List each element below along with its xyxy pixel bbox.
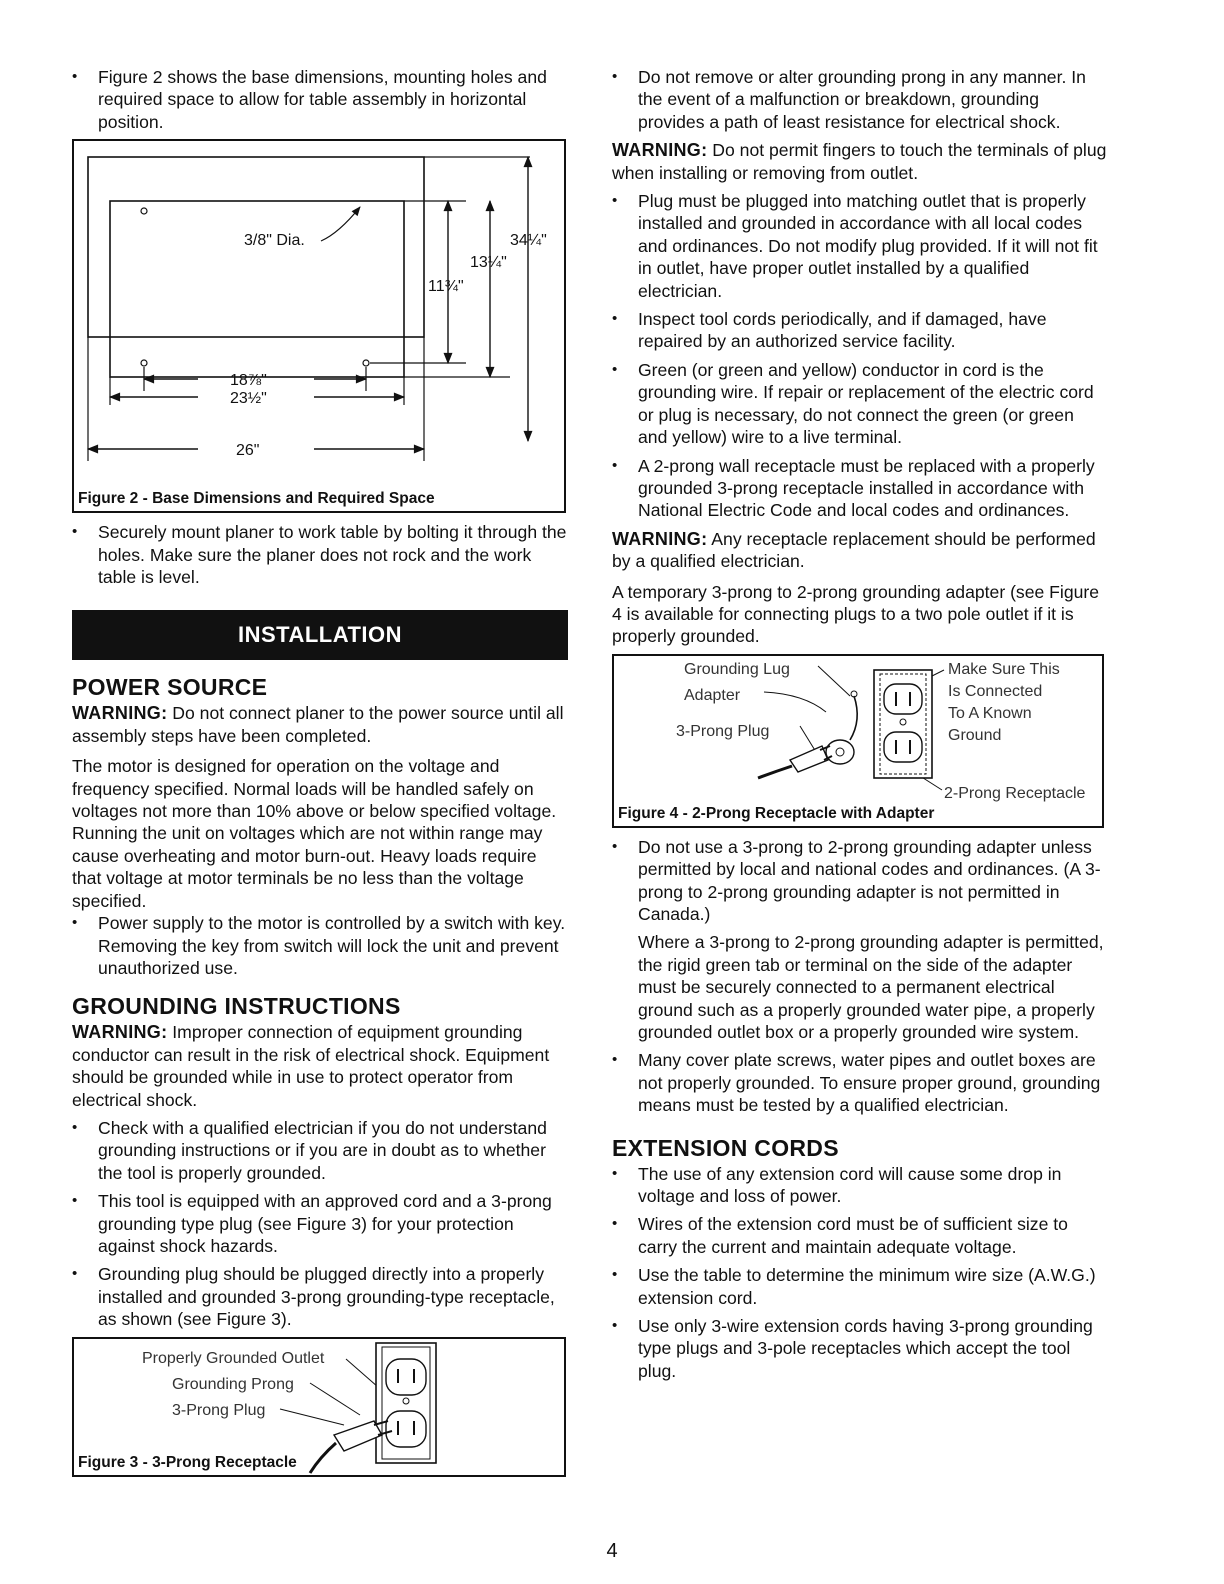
page-number: 4 xyxy=(606,1540,618,1562)
mount-bullet: • Securely mount planer to work table by bolting it through the holes. Make sure the planer does not rock and the work table is level. xyxy=(72,521,568,588)
dim-23-label: 23½" xyxy=(230,390,267,408)
figure2-caption: Figure 2 - Base Dimensions and Required Space xyxy=(78,490,435,508)
adapter-paragraph: A temporary 3-prong to 2-prong grounding adapter (see Figure 4 is available for connecting plugs to a two pole outlet if it is properly grounded. xyxy=(612,581,1100,647)
fig4-label-lug: Grounding Lug xyxy=(684,660,790,678)
warning1-text: Do not permit fingers to touch the terminals of plug when installing or removing from outlet. xyxy=(612,140,1107,183)
grounding-warning-label: WARNING: xyxy=(72,1022,168,1043)
fig4-label-adapter: Adapter xyxy=(684,686,741,704)
warning-replacement xyxy=(612,528,1108,573)
warning1-label: WARNING: xyxy=(612,140,708,161)
adapter-bullet-text: Do not use a 3-prong to 2-prong grounding adapter unless permitted by local and national codes and ordinances. (A 3-prong to 2-prong grounding adapter is not permitted in Canada.) xyxy=(638,836,1101,924)
fig3-label-outlet: Properly Grounded Outlet xyxy=(142,1349,325,1367)
power-warning xyxy=(72,702,568,747)
figure3-caption: Figure 3 - 3-Prong Receptacle xyxy=(78,1453,297,1471)
grounding-bullet: • Check with a qualified electrician if you do not understand grounding instructions or if you are in doubt as to whether the tool is properly grounded. xyxy=(72,1117,568,1184)
outlet-bullet: • Inspect tool cords periodically, and if damaged, have repaired by an authorized service facility. xyxy=(612,308,1108,353)
outlet-bullet: • A 2-prong wall receptacle must be replaced with a properly grounded 3-prong receptacle installed in accordance with National Electric Code and local codes and ordinances. xyxy=(612,455,1108,522)
screws-bullet: • Many cover plate screws, water pipes and outlet boxes are not properly grounded. To ensure proper ground, grounding means must be tested by a qualified electrician. xyxy=(612,1049,1108,1116)
grounding-bullet: • This tool is equipped with an approved cord and a 3-prong grounding type plug (see Figure 3) for your protection against shock hazards. xyxy=(72,1190,568,1257)
power-paragraph: The motor is designed for operation on the voltage and frequency specified. Normal loads will be handled safely on voltages not more than 10% above or below specified voltage. Running the unit on voltages which are not within range may cause overheating and motor burn-out. Heavy loads require that voltage at motor terminals be no less than the voltage specified. xyxy=(72,756,557,911)
fig3-label-plug: 3-Prong Plug xyxy=(172,1401,266,1419)
warning2-label: WARNING: xyxy=(612,528,708,549)
figure-3 xyxy=(72,1337,566,1477)
base-dimensions-diagram xyxy=(74,141,564,511)
dim-18-label: 18⅞" xyxy=(230,372,267,390)
grounding-warning xyxy=(72,1021,568,1111)
fig4-make-sure-1: Make Sure This xyxy=(948,660,1060,678)
two-prong-receptacle-illustration xyxy=(614,656,1102,826)
power-warning-text: Do not connect planer to the power source until all assembly steps have been completed. xyxy=(72,703,564,746)
extension-bullet: • Use only 3-wire extension cords having 3-prong grounding type plugs and 3-pole receptacles which accept the tool plug. xyxy=(612,1315,1108,1382)
figure-4 xyxy=(612,654,1104,828)
extension-bullet: • Use the table to determine the minimum wire size (A.W.G.) extension cord. xyxy=(612,1264,1108,1309)
fig4-make-sure-3: To A Known xyxy=(948,704,1032,722)
grounding-bullet: • Grounding plug should be plugged directly into a properly installed and grounded 3-prong grounding-type receptacle, as shown (see Figure 3). xyxy=(72,1263,568,1330)
adapter-bullet xyxy=(612,836,1108,1044)
two-prong-outlet-icon xyxy=(874,670,932,778)
fig4-make-sure-2: Is Connected xyxy=(948,682,1043,700)
dim-11-label: 11¾" xyxy=(428,278,464,296)
outlet-plate-icon xyxy=(376,1343,436,1463)
adapter-bullet-sub: Where a 3-prong to 2-prong grounding adapter is permitted, the rigid green tab or terminal on the side of the adapter must be securely connected to a permanent electrical ground such as a properly grounded water pipe, a properly grounded outlet box or a properly grounded wire system. xyxy=(638,932,1104,1042)
right-column xyxy=(612,66,1108,1388)
fig3-label-prong: Grounding Prong xyxy=(172,1375,294,1393)
outlet-bullet: • Plug must be plugged into matching outlet that is properly installed and grounded in accordance with all local codes and ordinances. Do not modify plug provided. If it will not fit in outlet, have proper outlet installed by a qualified electrician. xyxy=(612,190,1108,302)
fig4-receptacle: 2-Prong Receptacle xyxy=(944,784,1086,802)
figure-2 xyxy=(72,139,566,513)
fig4-label-plug: 3-Prong Plug xyxy=(676,722,770,740)
installation-banner: INSTALLATION xyxy=(72,610,568,660)
extension-bullet: • Wires of the extension cord must be of sufficient size to carry the current and maintain adequate voltage. xyxy=(612,1213,1108,1258)
grounding-warning-text: Improper connection of equipment grounding conductor can result in the risk of electrical shock. Equipment should be grounded while in use to protect operator from electrical shock. xyxy=(72,1022,550,1110)
dim-26-label: 26" xyxy=(236,442,260,460)
dim-13-label: 13¼" xyxy=(470,254,507,272)
figure4-caption: Figure 4 - 2-Prong Receptacle with Adapter xyxy=(618,804,935,822)
fig4-make-sure-4: Ground xyxy=(948,726,1002,744)
dia-label: 3/8" Dia. xyxy=(244,232,305,250)
warning2-text: Any receptacle replacement should be performed by a qualified electrician. xyxy=(612,528,1096,572)
warning-terminals xyxy=(612,139,1108,184)
grounding-heading: GROUNDING INSTRUCTIONS xyxy=(72,993,401,1020)
power-warning-label: WARNING: xyxy=(72,703,168,724)
power-switch-bullet: • Power supply to the motor is controlled by a switch with key. Removing the key from switch will lock the unit and prevent unauthorized use. xyxy=(72,912,568,979)
adapter-icon xyxy=(826,691,857,764)
prong-bullet: • Do not remove or alter grounding prong in any manner. In the event of a malfunction or breakdown, grounding provides a path of least resistance for electrical shock. xyxy=(612,66,1108,133)
left-column xyxy=(72,66,568,1485)
extension-cords-heading: EXTENSION CORDS xyxy=(612,1134,839,1161)
outlet-bullet: • Green (or green and yellow) conductor in cord is the grounding wire. If repair or replacement of the electric cord or plug is necessary, do not connect the green (or green and yellow) wire to a live terminal. xyxy=(612,359,1108,449)
three-prong-plug-icon xyxy=(758,746,832,778)
extension-bullet: • The use of any extension cord will cause some drop in voltage and loss of power. xyxy=(612,1163,1108,1208)
power-source-heading: POWER SOURCE xyxy=(72,674,268,701)
dim-34-label: 34¼" xyxy=(510,232,547,250)
figure2-intro-bullet: • Figure 2 shows the base dimensions, mounting holes and required space to allow for table assembly in horizontal position. xyxy=(72,66,568,133)
